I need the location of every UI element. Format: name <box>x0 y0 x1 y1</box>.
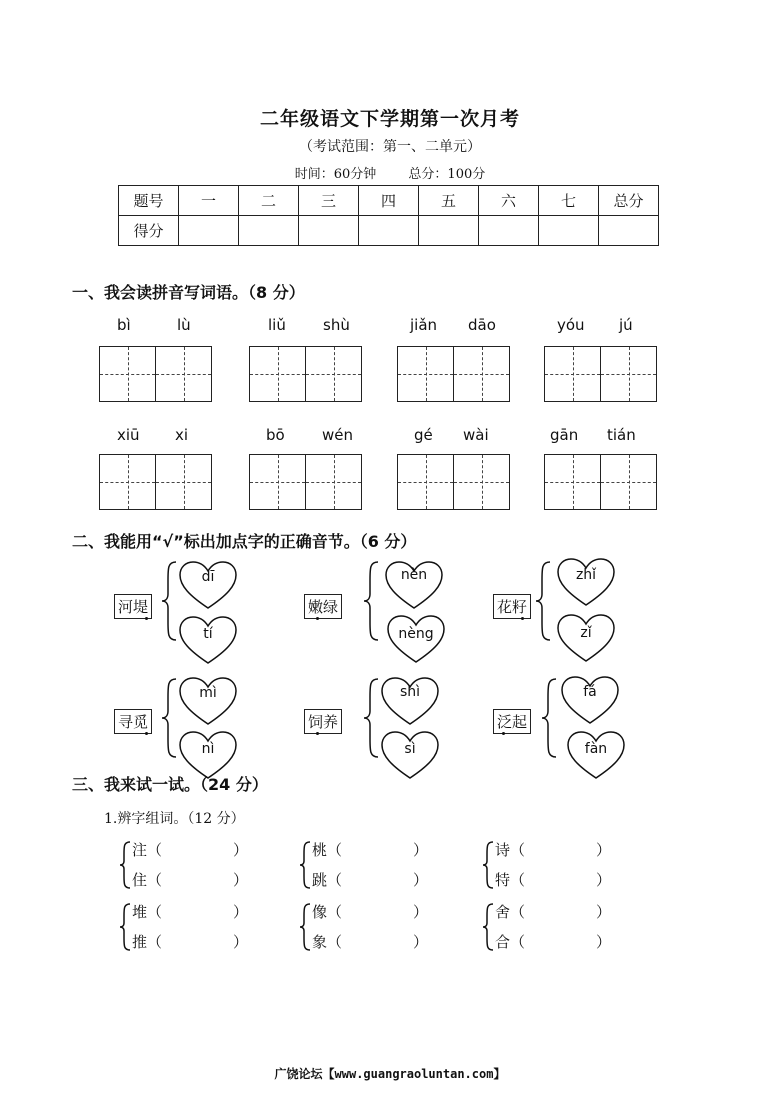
word-box: 河堤 <box>114 594 152 619</box>
brace-icon <box>298 840 312 890</box>
exam-total-score: 总分：100分 <box>408 167 486 182</box>
page-title: 二年级语文下学期第一次月考 <box>259 108 520 130</box>
pinyin-label: gān <box>550 426 579 444</box>
close-paren: ） <box>596 933 612 951</box>
score-table-score-row <box>119 216 659 246</box>
score-header-cell: 七 <box>539 186 599 216</box>
pinyin-label: bō <box>266 426 285 444</box>
brace-icon <box>298 902 312 952</box>
pinyin-label: xiū <box>117 426 140 444</box>
heart-icon[interactable] <box>178 676 238 726</box>
score-header-cell: 总分 <box>599 186 659 216</box>
writing-grid[interactable] <box>544 346 657 402</box>
close-paren: ） <box>233 871 249 889</box>
emphasis-dot <box>145 617 148 620</box>
close-paren: ） <box>596 903 612 921</box>
brace-icon <box>481 840 495 890</box>
heart-icon[interactable] <box>560 675 620 725</box>
heart-option-label: mì <box>199 685 217 701</box>
close-paren: ） <box>413 903 429 921</box>
score-header-cell: 题号 <box>119 186 179 216</box>
writing-grid[interactable] <box>99 454 212 510</box>
section2-title: 二、我能用“√”标出加点字的正确音节。（6 分） <box>72 532 417 551</box>
word-pair-line: 住（ <box>132 871 163 889</box>
exam-time: 时间：60分钟 <box>294 167 377 182</box>
word-pair-line: 诗（ <box>495 841 526 859</box>
pinyin-label: bì <box>117 316 131 334</box>
word-box: 寻觅 <box>114 709 152 734</box>
pinyin-label: tián <box>607 426 636 444</box>
emphasis-dot <box>316 617 319 620</box>
word-pair-line: 桃（ <box>312 841 343 859</box>
word-box: 饲养 <box>304 709 342 734</box>
brace-icon <box>160 677 178 759</box>
pinyin-label: wài <box>463 426 489 444</box>
word-pair-line: 注（ <box>132 841 163 859</box>
exam-scope: （考试范围：第一、二单元） <box>299 139 481 155</box>
brace-icon <box>540 677 558 759</box>
word-pair-line: 跳（ <box>312 871 343 889</box>
score-input-cell[interactable] <box>299 216 359 246</box>
word-pair-line: 堆（ <box>132 903 163 921</box>
score-header-cell: 五 <box>419 186 479 216</box>
score-table <box>118 185 659 246</box>
writing-grid[interactable] <box>544 454 657 510</box>
close-paren: ） <box>413 841 429 859</box>
close-paren: ） <box>233 933 249 951</box>
heart-option-label: tí <box>203 626 213 642</box>
brace-icon <box>534 560 552 642</box>
close-paren: ） <box>413 933 429 951</box>
brace-icon <box>481 902 495 952</box>
emphasis-dot <box>145 732 148 735</box>
word-box: 泛起 <box>493 709 531 734</box>
score-header-cell: 二 <box>239 186 299 216</box>
heart-option-label: fá <box>583 684 597 700</box>
word-box: 花籽 <box>493 594 531 619</box>
pinyin-label: yóu <box>557 316 585 334</box>
score-input-cell[interactable] <box>419 216 479 246</box>
score-input-cell[interactable] <box>179 216 239 246</box>
word-pair-line: 舍（ <box>495 903 526 921</box>
score-table-header-row <box>119 186 659 216</box>
heart-option-label: nèn <box>400 567 428 583</box>
score-input-cell[interactable] <box>239 216 299 246</box>
section3-title: 三、我来试一试。（24 分） <box>72 775 268 794</box>
heart-option-label: zhǐ <box>575 567 597 583</box>
heart-option-label: nì <box>201 741 215 757</box>
pinyin-label: jiǎn <box>410 316 438 334</box>
pinyin-label: xi <box>175 426 189 444</box>
score-header-cell: 六 <box>479 186 539 216</box>
brace-icon <box>362 560 380 642</box>
score-input-cell[interactable] <box>359 216 419 246</box>
brace-icon <box>118 902 132 952</box>
emphasis-dot <box>502 732 505 735</box>
emphasis-dot <box>521 617 524 620</box>
word-pair-line: 合（ <box>495 933 526 951</box>
footer-watermark: 广饶论坛【www.guangraoluntan.com】 <box>274 1067 506 1081</box>
close-paren: ） <box>233 841 249 859</box>
score-input-cell[interactable] <box>479 216 539 246</box>
brace-icon <box>160 560 178 642</box>
writing-grid[interactable] <box>397 454 510 510</box>
brace-icon <box>362 677 380 759</box>
heart-option-label: shì <box>399 684 421 700</box>
score-input-cell[interactable] <box>599 216 659 246</box>
pinyin-label: wén <box>322 426 354 444</box>
word-box: 嫩绿 <box>304 594 342 619</box>
pinyin-label: shù <box>323 316 350 334</box>
score-input-cell[interactable] <box>539 216 599 246</box>
pinyin-label: liǔ <box>268 316 286 334</box>
heart-icon[interactable] <box>178 560 238 610</box>
score-label-cell: 得分 <box>119 216 179 246</box>
word-pair-line: 特（ <box>495 871 526 889</box>
close-paren: ） <box>596 841 612 859</box>
pinyin-label: gé <box>414 426 433 444</box>
pinyin-label: jú <box>619 316 633 334</box>
pinyin-label: dāo <box>468 316 496 334</box>
section1-title: 一、我会读拼音写词语。（8 分） <box>72 283 305 302</box>
question-1-title: 1.辨字组词。（12 分） <box>104 811 245 827</box>
emphasis-dot <box>316 732 319 735</box>
pinyin-label: lù <box>177 316 191 334</box>
close-paren: ） <box>596 871 612 889</box>
word-pair-line: 像（ <box>312 903 343 921</box>
writing-grid[interactable] <box>249 454 362 510</box>
heart-option-label: dī <box>201 569 215 585</box>
close-paren: ） <box>413 871 429 889</box>
score-header-cell: 一 <box>179 186 239 216</box>
score-header-cell: 三 <box>299 186 359 216</box>
close-paren: ） <box>233 903 249 921</box>
heart-option-label: zǐ <box>580 625 592 641</box>
writing-grid[interactable] <box>397 346 510 402</box>
heart-option-label: sì <box>404 741 416 757</box>
word-pair-line: 推（ <box>132 933 163 951</box>
score-header-cell: 四 <box>359 186 419 216</box>
word-pair-line: 象（ <box>312 933 343 951</box>
exam-info <box>0 163 780 182</box>
heart-option-label: nèng <box>398 626 434 642</box>
brace-icon <box>118 840 132 890</box>
heart-option-label: fàn <box>584 741 608 757</box>
writing-grid[interactable] <box>249 346 362 402</box>
writing-grid[interactable] <box>99 346 212 402</box>
